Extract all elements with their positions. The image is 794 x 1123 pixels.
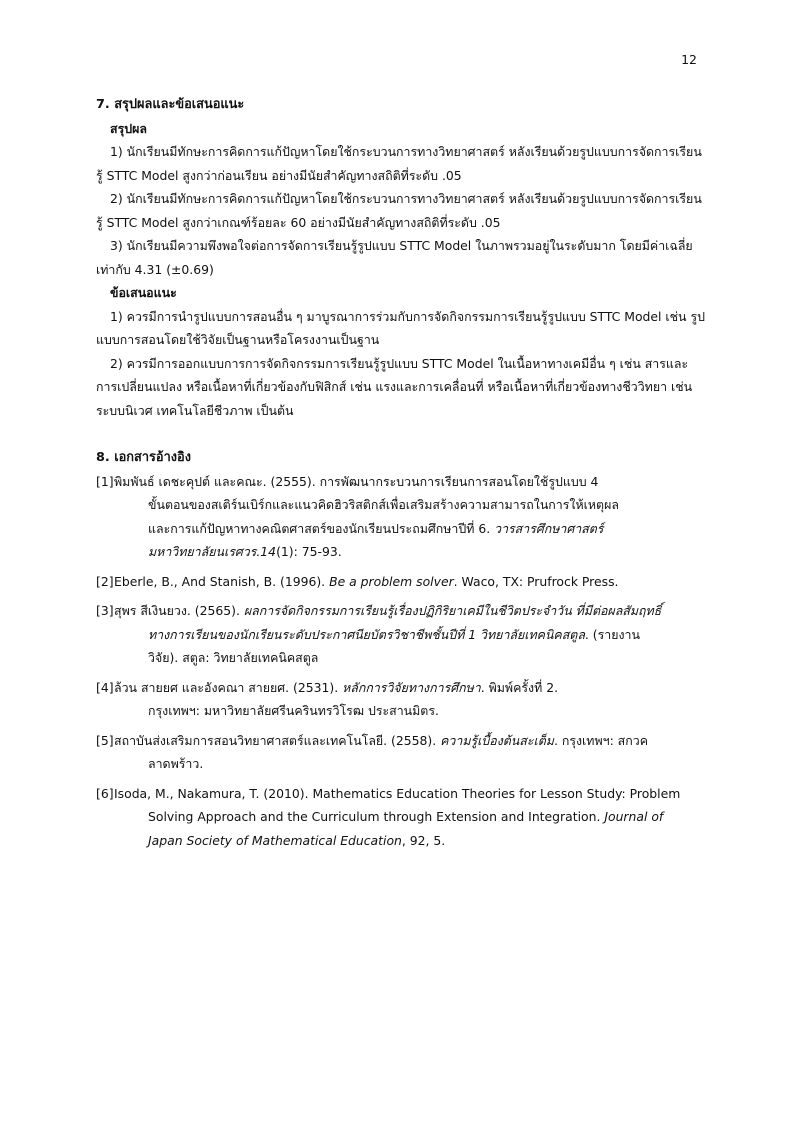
section-title-references: 8. เอกสารอ้างอิง — [96, 450, 191, 465]
reference-text: Eberle, B., And Stanish, B. (1996). Be a problem solver. Waco, TX: Prufrock Press. — [114, 573, 619, 589]
section-conclusion — [96, 93, 708, 422]
reference-item — [96, 782, 708, 853]
summary-heading: สรุปผล — [110, 120, 147, 136]
reference-number: [6] — [96, 785, 114, 801]
summary-item-3: 3) นักเรียนมีความพึงพอใจต่อการจัดการเรียนรู้รูปแบบ STTC Model ในภาพรวมอยู่ในระดับมาก โดยมีค่าเฉลี่ยเท่ากับ 4.31 (±0.69) — [96, 238, 693, 277]
reference-text: และการแก้ปัญหาทางคณิตศาสตร์ของนักเรียนประถมศึกษาปีที่ 6. วารสารศึกษาศาสตร์ — [148, 520, 604, 536]
page-number: 12 — [681, 52, 697, 67]
reference-text: ขั้นตอนของสเติร์นเบิร์กและแนวคิดฮิวริสติกส์เพื่อเสริมสร้างความสามารถในการให้เหตุผล — [148, 497, 619, 512]
section-references — [96, 446, 708, 852]
reference-number: [4] — [96, 679, 114, 695]
reference-number: [1] — [96, 473, 114, 489]
summary-item-2: 2) นักเรียนมีทักษะการคิดการแก้ปัญหาโดยใช้กระบวนการทางวิทยาศาสตร์ หลังเรียนด้วยรูปแบบการจัดการเรียนรู้ STTC Model สูงกว่าเกณฑ์ร้อยละ 60 อย่างมีนัยสำคัญทางสถิติที่ระดับ .05 — [96, 191, 702, 230]
document-body — [96, 93, 708, 858]
reference-text: Isoda, M., Nakamura, T. (2010). Mathematics Education Theories for Lesson Study: Problem — [114, 785, 681, 801]
section-title-conclusion: 7. สรุปผลและข้อเสนอแนะ — [96, 97, 245, 112]
suggestion-item-2: 2) ควรมีการออกแบบการการจัดกิจกรรมการเรียนรู้รูปแบบ STTC Model ในเนื้อหาทางเคมีอื่น ๆ เช่น สารและการเปลี่ยนแปลง หรือเนื้อหาที่เกี่ยวข้องกับฟิสิกส์ เช่น แรงและการเคลื่อนที่ หรือเนื้อหาที่เกี่ยวข้องทางชีววิทยา เช่น ระบบนิเวศ เทคโนโลยีชีวภาพ เป็นต้น — [96, 355, 693, 418]
reference-item — [96, 676, 708, 723]
reference-number: [2] — [96, 573, 114, 589]
reference-text: Solving Approach and the Curriculum through Extension and Integration. Journal of — [148, 809, 664, 824]
reference-number: [5] — [96, 732, 114, 748]
reference-text: ทางการเรียนของนักเรียนระดับประกาศนียบัตรวิชาชีพชั้นปีที่ 1 วิทยาลัยเทคนิคสตูล. (รายงาน — [148, 626, 640, 642]
suggestion-heading: ข้อเสนอแนะ — [110, 285, 177, 300]
reference-text: วิจัย). สตูล: วิทยาลัยเทคนิคสตูล — [148, 650, 319, 665]
reference-item — [96, 729, 708, 776]
suggestion-item-1: 1) ควรมีการนำรูปแบบการสอนอื่น ๆ มาบูรณาการร่วมกับการจัดกิจกรรมการเรียนรู้รูปแบบ STTC Model เช่น รูปแบบการสอนโดยใช้วิจัยเป็นฐานหรือโครงงานเป็นฐาน — [96, 308, 705, 347]
summary-item-1: 1) นักเรียนมีทักษะการคิดการแก้ปัญหาโดยใช้กระบวนการทางวิทยาศาสตร์ หลังเรียนด้วยรูปแบบการจัดการเรียนรู้ STTC Model สูงกว่าก่อนเรียน อย่างมีนัยสำคัญทางสถิติที่ระดับ .05 — [96, 144, 702, 183]
reference-text: สุพร สีเงินยวง. (2565). ผลการจัดกิจกรรมการเรียนรู้เรื่องปฏิกิริยาเคมีในชีวิตประจำวัน ที่มีต่อผลสัมฤทธิ์ — [114, 603, 662, 618]
reference-text: ลาดพร้าว. — [148, 756, 204, 771]
reference-number: [3] — [96, 603, 114, 618]
reference-item — [96, 570, 708, 594]
reference-text: ล้วน สายยศ และอังคณา สายยศ. (2531). หลักการวิจัยทางการศึกษา. พิมพ์ครั้งที่ 2. — [114, 679, 559, 695]
reference-text: Japan Society of Mathematical Education, 92, 5. — [148, 832, 446, 848]
reference-text: กรุงเทพฯ: มหาวิทยาลัยศรีนครินทรวิโรฒ ประสานมิตร. — [148, 703, 439, 718]
reference-text: มหาวิทยาลัยนเรศวร.14(1): 75-93. — [148, 544, 342, 559]
reference-item — [96, 470, 708, 564]
reference-text: สถาบันส่งเสริมการสอนวิทยาศาสตร์และเทคโนโลยี. (2558). ความรู้เบื้องต้นสะเต็ม. กรุงเทพฯ: สกวค — [114, 732, 648, 748]
reference-item — [96, 599, 708, 670]
reference-text: พิมพันธ์ เดชะคุปต์ และคณะ. (2555). การพัฒนากระบวนการเรียนการสอนโดยใช้รูปแบบ 4 — [114, 473, 599, 489]
